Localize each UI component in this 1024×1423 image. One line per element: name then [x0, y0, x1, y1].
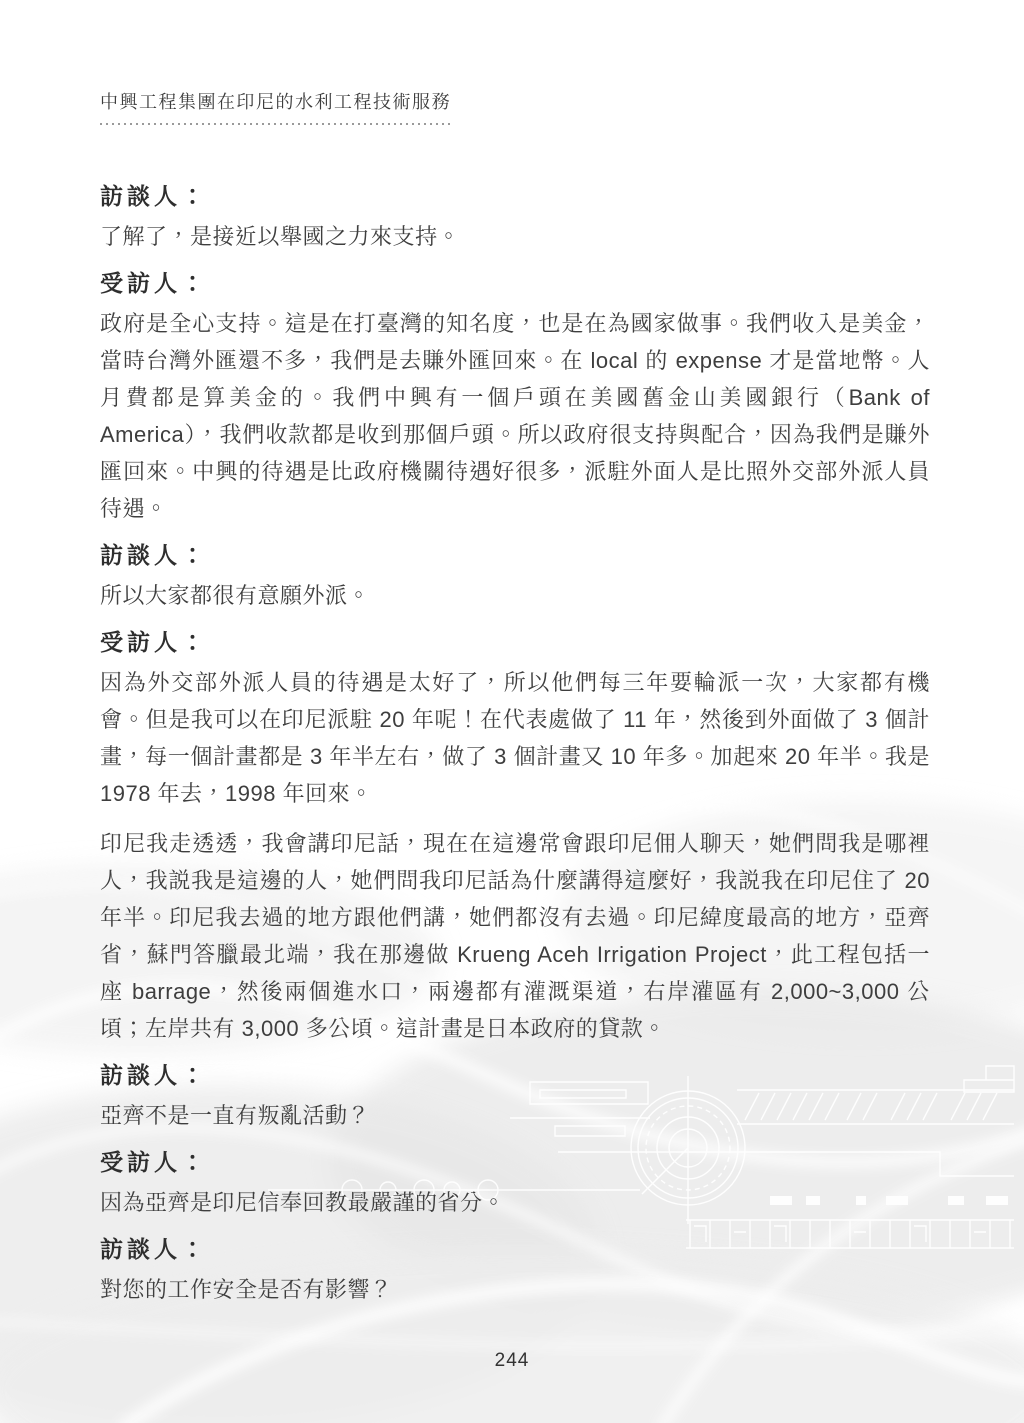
speaker-label-interviewer: 訪談人：	[100, 183, 208, 209]
speaker-label-interviewee: 受訪人：	[100, 629, 208, 655]
speaker-label-interviewer: 訪談人：	[100, 1236, 208, 1262]
dialogue-paragraph: 了解了，是接近以舉國之力來支持。	[100, 224, 461, 249]
interview-transcript	[100, 168, 930, 1308]
page-number: 244	[494, 1350, 530, 1371]
dialogue-paragraph: 印尼我走透透，我會講印尼話，現在在這邊常會跟印尼佣人聊天，她們問我是哪裡人，我説我是這邊的人，她們問我印尼話為什麼講得這麼好，我説我在印尼住了 20 年半。印尼我去過的地方跟他們講，她們都沒有去過。印尼緯度最高的地方，亞齊省，蘇門答臘最北端，我在那邊做 Krueng Aceh Irrigation Project，此工程包括一座 barrage，然後兩個進水口，兩邊都有灌溉渠道，右岸灌區有 2,000~3,000 公頃；左岸共有 3,000 多公頃。這計畫是日本政府的貸款。	[100, 831, 930, 1041]
speaker-label-interviewer: 訪談人：	[100, 1062, 208, 1088]
dialogue-paragraph: 對您的工作安全是否有影響？	[100, 1277, 393, 1302]
dotted-rule	[100, 123, 451, 125]
dialogue-paragraph: 所以大家都很有意願外派。	[100, 583, 371, 608]
speaker-label-interviewer: 訪談人：	[100, 542, 208, 568]
dialogue-paragraph: 亞齊不是一直有叛亂活動？	[100, 1103, 371, 1128]
speaker-label-interviewee: 受訪人：	[100, 1149, 208, 1175]
dialogue-paragraph: 因為亞齊是印尼信奉回教最嚴謹的省分。	[100, 1190, 506, 1215]
speaker-label-interviewee: 受訪人：	[100, 270, 208, 296]
chapter-title: 中興工程集團在印尼的水利工程技術服務	[100, 92, 451, 112]
dialogue-paragraph: 因為外交部外派人員的待遇是太好了，所以他們每三年要輪派一次，大家都有機會。但是我可以在印尼派駐 20 年呢！在代表處做了 11 年，然後到外面做了 3 個計畫，每一個計畫都是 3 年半左右，做了 3 個計畫又 10 年多。加起來 20 年半。我是 1978 年去，1998 年回來。	[100, 670, 930, 806]
page-footer	[0, 1350, 1024, 1372]
running-header	[100, 88, 451, 125]
dialogue-paragraph: 政府是全心支持。這是在打臺灣的知名度，也是在為國家做事。我們收入是美金，當時台灣外匯還不多，我們是去賺外匯回來。在 local 的 expense 才是當地幣。人月費都是算美金的。我們中興有一個戶頭在美國舊金山美國銀行（Bank of America），我們收款都是收到那個戶頭。所以政府很支持與配合，因為我們是賺外匯回來。中興的待遇是比政府機關待遇好很多，派駐外面人是比照外交部外派人員待遇。	[100, 311, 930, 521]
